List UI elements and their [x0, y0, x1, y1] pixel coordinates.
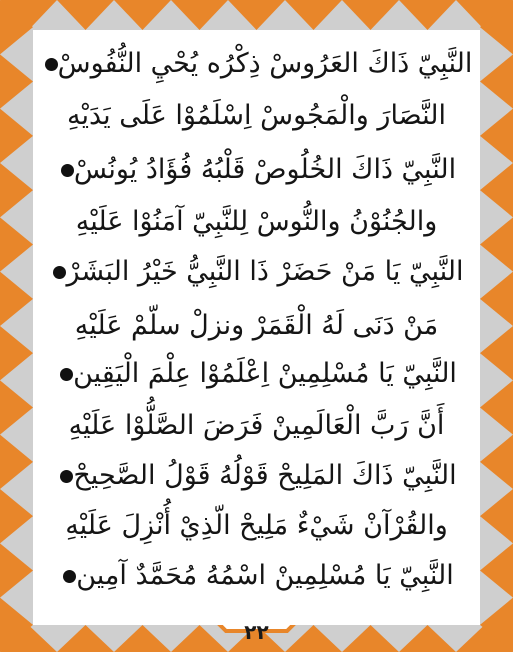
verse-line-10: والقُرْآنْ شَيْءٌ مَلِيحْ الّذِيْ أُنْزِلَ عَلَيْهِ	[65, 510, 448, 541]
bullet-icon	[63, 570, 76, 583]
bullet-icon	[60, 470, 73, 483]
verse-line-9: النَّبِيّ ذَاكَ المَلِيحْ قَوْلُهُ قَوْلُ الصَّحِيحْ	[0, 456, 513, 496]
verse-line-8: أَنَّ رَبَّ الْعَالَمِينْ فَرَضَ الصَّلُّوْا عَلَيْهِ	[68, 410, 445, 441]
verse-line-5: النَّبِيّ يَا مَنْ حَضَرْ ذَا النَّبِيُّ خَيْرُ البَشَرْ	[0, 252, 513, 292]
verse-line-6: مَنْ دَنَى لَهُ الْقَمَرْ ونزلْ سلّمْ عَلَيْهِ	[74, 310, 439, 341]
page-number: ٢٢	[244, 620, 269, 644]
verse-line-7: النَّبِيّ يَا مُسْلِمِينْ اِعْلَمُوْا عِلْمَ الْيَقِين	[0, 354, 513, 394]
verse-line-1: النَّبِيّ ذَاكَ العَرُوسْ ذِكْرُه يُحْيِ النُّفُوسْ	[0, 44, 513, 84]
verse-line-3: النَّبِيّ ذَاكَ الخُلُوصْ قَلْبُهُ فُؤَادُ يُونُسْ	[0, 150, 513, 190]
verse-line-4: والجُنُوْنُ والنُّوسْ لِلنَّبِيّ آمَنُوْا عَلَيْهِ	[75, 206, 438, 237]
verse-line-2: النَّصَارَ والْمَجُوسْ اِسْلَمُوْا عَلَى يَدَيْهِ	[67, 100, 446, 131]
bullet-icon	[53, 266, 66, 279]
bullet-icon	[61, 164, 74, 177]
verse-line-11: النَّبِيّ يَا مُسْلِمِينْ اسْمُهُ مُحَمَّدٌ آمِين	[0, 556, 513, 596]
bullet-icon	[60, 368, 73, 381]
bullet-icon	[45, 58, 58, 71]
